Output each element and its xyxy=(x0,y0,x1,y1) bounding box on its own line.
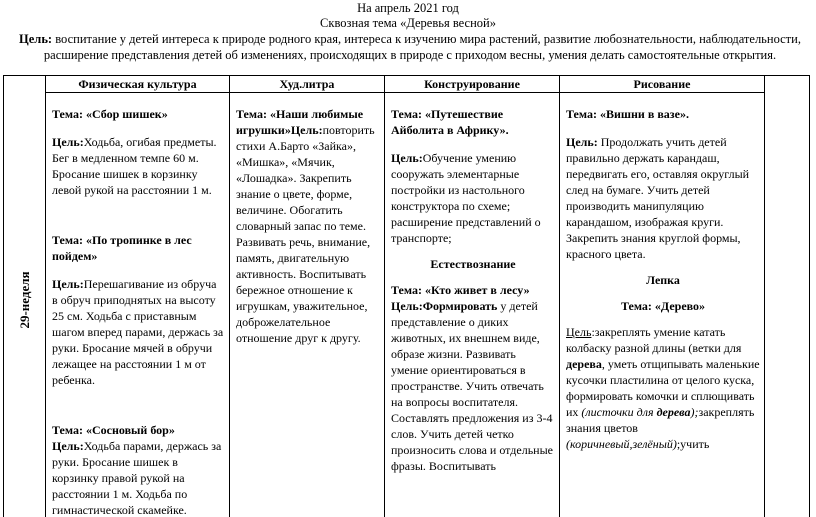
column-header-lit: Худ.литра xyxy=(230,76,385,93)
phys-goal-1: Цель:Ходьба, огибая предметы. Бег в медленном темпе 60 м. Бросание шишек в корзинку левой рукой на расстоянии 1 м. xyxy=(52,135,217,197)
goal-text: воспитание у детей интереса к природе родного края, интереса к изучению мира растений, развитие любознательности, наблюдательности, расширение представления детей об изменениях, происходящих в природе с приходом весны, умения делать самостоятельные открытия. xyxy=(43,32,801,62)
draw-goal-2: Цель:закреплять умение катать колбаску разной длины (ветки для дерева, уметь отщипывать маленькие кусочки пластилина от целого куска, формировать комочки и сплющивать их (листочки для дерева);закреплять знания цветов (коричневый,зелёный);учить xyxy=(566,325,760,451)
cell-phys xyxy=(46,93,230,517)
cell-draw xyxy=(560,93,765,517)
draw-subheading: Лепка xyxy=(646,273,680,287)
week-cell xyxy=(4,76,46,517)
cell-lit xyxy=(230,93,385,517)
draw-goal-1: Цель: Продолжать учить детей правильно держать карандаш, передвигать его, оставляя округлый след на бумаге. Учить детей производить манипуляцию карандашом, изображая круги. Закрепить знания круглой формы, красного цвета. xyxy=(566,135,750,261)
table-header-row xyxy=(4,76,810,93)
constr-goal-2: Цель:Формировать у детей представление о диких животных, их внешнем виде, образе жизни. Развивать умение ориентироваться в пространстве. Учить отвечать на вопросы воспитателя. Составлять предложения из 3-4 слов. Учить детей четко произносить слова и отдельные фразы. Воспитывать xyxy=(391,299,553,473)
constr-theme-2: Тема: «Кто живет в лесу» xyxy=(391,283,530,297)
plan-table xyxy=(3,75,810,517)
draw-theme-2: Тема: «Дерево» xyxy=(620,299,706,313)
phys-goal-2: Цель:Перешагивание из обруча в обруч приподнятых на высоту 25 см. Ходьба с приставным шагом вперед парами, держась за руки. Бросание мячей в обручи лежащее на расстоянии 1 м от ребенка. xyxy=(52,277,224,387)
constr-subheading: Естествознание xyxy=(430,257,516,271)
cell-constr xyxy=(385,93,560,517)
draw-theme-1: Тема: «Вишни в вазе». xyxy=(566,107,689,121)
column-header-draw: Рисование xyxy=(560,76,765,93)
constr-theme-1: Тема: «Путешествие Айболита в Африку». xyxy=(391,107,509,137)
document-goal xyxy=(10,32,810,63)
phys-theme-2: Тема: «По тропинке в лес пойдем» xyxy=(52,233,192,263)
goal-label: Цель: xyxy=(19,32,53,46)
empty-column xyxy=(765,76,810,517)
phys-goal-3: Цель:Ходьба парами, держась за руки. Бросание шишек в корзинку правой рукой на расстоянии 1 м. Ходьба по гимнастической скамейке. xyxy=(52,439,222,517)
phys-theme-3: Тема: «Сосновый бор» xyxy=(52,423,175,437)
constr-goal-1: Цель:Обучение умению сооружать элементарные постройки из настольного конструктора по схеме; расширение представлений о транспорте; xyxy=(391,151,541,245)
table-body-row xyxy=(4,93,810,517)
document-theme-heading: Сквозная тема «Деревья весной» xyxy=(320,16,496,30)
column-header-phys: Физическая культура xyxy=(46,76,230,93)
document-date-heading: На апрель 2021 год xyxy=(357,1,459,15)
phys-theme-1: Тема: «Сбор шишек» xyxy=(52,107,168,121)
lit-theme-goal: Тема: «Наши любимые игрушки»Цель:повторить стихи А.Барто «Зайка», «Мишка», «Мячик, «Лошадка». Закрепить знание о цвете, форме, величине. Обогатить словарный запас по теме. Развивать речь, внимание, память, двигательную активность. Воспитывать бережное отношение к игрушкам, уважительное, доброжелательное отношение друг к другу. xyxy=(236,107,375,345)
column-header-constr: Конструирование xyxy=(385,76,560,93)
week-label: 29-неделя xyxy=(16,270,32,329)
